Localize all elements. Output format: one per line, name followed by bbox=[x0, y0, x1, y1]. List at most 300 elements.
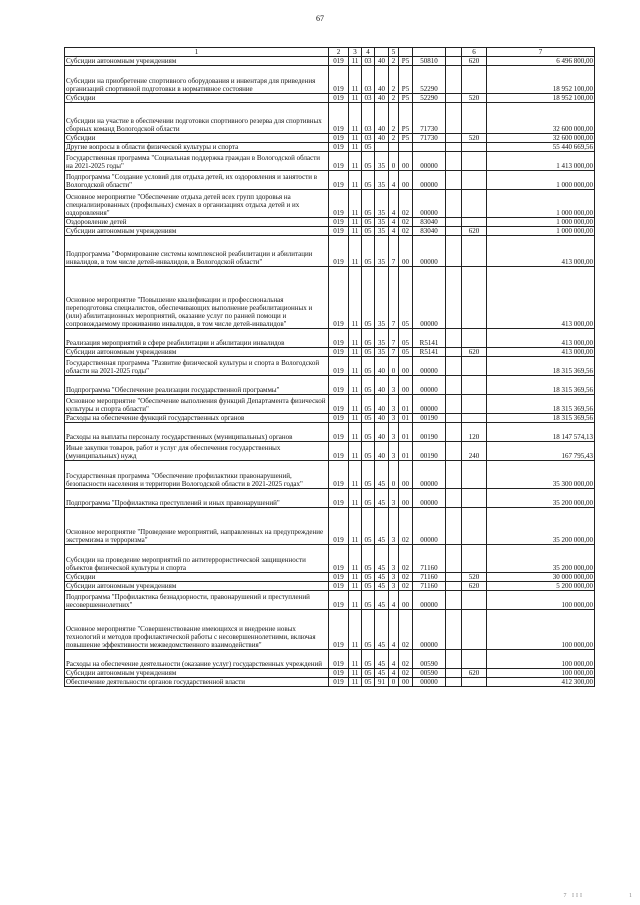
row-name: Реализация мероприятий в сфере реабилитации и абилитации инвалидов bbox=[65, 329, 329, 348]
row-amount: 6 496 800,00 bbox=[487, 57, 595, 66]
row-code: 40 bbox=[375, 423, 389, 442]
row-code: 45 bbox=[375, 591, 389, 610]
row-code: 45 bbox=[375, 669, 389, 678]
column-header bbox=[413, 48, 446, 57]
row-code bbox=[462, 152, 487, 171]
row-amount: 1 000 000,00 bbox=[487, 218, 595, 227]
row-amount: 1 000 000,00 bbox=[487, 227, 595, 236]
row-code: 40 bbox=[375, 66, 389, 94]
row-name: Основное мероприятие "Обеспечение выполнения функций Департамента физической культуры и спорта области" bbox=[65, 395, 329, 414]
row-code: 0 bbox=[389, 461, 399, 489]
row-code: 00000 bbox=[413, 376, 446, 395]
row-amount: 35 300 000,00 bbox=[487, 461, 595, 489]
row-code: 11 bbox=[349, 650, 362, 669]
row-code bbox=[446, 669, 462, 678]
row-amount: 100 000,00 bbox=[487, 610, 595, 650]
row-code: 620 bbox=[462, 227, 487, 236]
row-code: 35 bbox=[375, 171, 389, 190]
row-code: 4 bbox=[389, 669, 399, 678]
row-amount: 30 000 000,00 bbox=[487, 573, 595, 582]
table-row bbox=[65, 461, 595, 489]
row-code bbox=[462, 190, 487, 218]
table-row bbox=[65, 591, 595, 610]
row-code: 02 bbox=[399, 218, 413, 227]
row-code: 11 bbox=[349, 573, 362, 582]
row-code: 520 bbox=[462, 573, 487, 582]
table-row bbox=[65, 395, 595, 414]
row-code: 05 bbox=[362, 227, 375, 236]
row-code bbox=[446, 573, 462, 582]
row-amount: 100 000,00 bbox=[487, 591, 595, 610]
table-row bbox=[65, 134, 595, 143]
row-code: 3 bbox=[389, 376, 399, 395]
row-code: 05 bbox=[362, 582, 375, 591]
row-code: 019 bbox=[329, 489, 349, 508]
row-code bbox=[462, 414, 487, 423]
row-code: 3 bbox=[389, 573, 399, 582]
column-header bbox=[399, 48, 413, 57]
row-code: 71730 bbox=[413, 134, 446, 143]
row-code: 11 bbox=[349, 357, 362, 376]
budget-table bbox=[64, 47, 595, 687]
row-name: Подпрограмма "Создание условий для отдыха детей, их оздоровления и занятости в Вологодской области" bbox=[65, 171, 329, 190]
row-code: 35 bbox=[375, 227, 389, 236]
column-header: 3 bbox=[349, 48, 362, 57]
table-row bbox=[65, 357, 595, 376]
row-code: 50810 bbox=[413, 57, 446, 66]
row-code: 05 bbox=[362, 357, 375, 376]
row-code bbox=[446, 94, 462, 103]
row-code: 019 bbox=[329, 610, 349, 650]
row-code: 019 bbox=[329, 678, 349, 687]
row-name: Обеспечение деятельности органов государственной власти bbox=[65, 678, 329, 687]
row-code: 019 bbox=[329, 66, 349, 94]
row-code: 019 bbox=[329, 669, 349, 678]
row-code: 00000 bbox=[413, 591, 446, 610]
row-code: 11 bbox=[349, 171, 362, 190]
row-code: 019 bbox=[329, 591, 349, 610]
footer-mark: 7 III bbox=[563, 893, 584, 899]
table-row bbox=[65, 329, 595, 348]
row-code: 02 bbox=[399, 582, 413, 591]
row-code: 35 bbox=[375, 236, 389, 267]
row-code bbox=[446, 489, 462, 508]
row-code: 019 bbox=[329, 57, 349, 66]
row-code: 2 bbox=[389, 94, 399, 103]
table-row bbox=[65, 66, 595, 94]
row-code: 71160 bbox=[413, 582, 446, 591]
row-amount: 35 200 000,00 bbox=[487, 489, 595, 508]
row-code: 11 bbox=[349, 442, 362, 461]
table-row bbox=[65, 678, 595, 687]
table-row bbox=[65, 103, 595, 134]
row-amount: 18 147 574,13 bbox=[487, 423, 595, 442]
row-code: 02 bbox=[399, 650, 413, 669]
row-code: 520 bbox=[462, 134, 487, 143]
row-amount: 35 200 000,00 bbox=[487, 508, 595, 545]
row-code: 019 bbox=[329, 134, 349, 143]
row-code: 83040 bbox=[413, 218, 446, 227]
row-code: 11 bbox=[349, 152, 362, 171]
row-code: 11 bbox=[349, 461, 362, 489]
row-code: 71160 bbox=[413, 573, 446, 582]
row-code: 05 bbox=[399, 329, 413, 348]
row-code bbox=[413, 143, 446, 152]
row-code bbox=[462, 66, 487, 94]
row-name: Субсидии на проведение мероприятий по антитеррористической защищенности объектов физической культуры и спорта bbox=[65, 545, 329, 573]
row-code: 83040 bbox=[413, 227, 446, 236]
row-code: 00000 bbox=[413, 461, 446, 489]
row-code: 00590 bbox=[413, 650, 446, 669]
row-code: 00190 bbox=[413, 442, 446, 461]
row-code bbox=[399, 143, 413, 152]
page-number: 67 bbox=[316, 14, 324, 23]
row-code: 00590 bbox=[413, 669, 446, 678]
row-code: 05 bbox=[362, 152, 375, 171]
row-code bbox=[462, 143, 487, 152]
row-code bbox=[462, 329, 487, 348]
row-code bbox=[462, 678, 487, 687]
row-code bbox=[462, 650, 487, 669]
row-code: 7 bbox=[389, 329, 399, 348]
row-code: P5 bbox=[399, 94, 413, 103]
row-code: 05 bbox=[362, 376, 375, 395]
row-name: Подпрограмма "Профилактика преступлений и иных правонарушений" bbox=[65, 489, 329, 508]
row-code: 05 bbox=[399, 267, 413, 329]
row-code: 03 bbox=[362, 57, 375, 66]
row-name: Подпрограмма "Обеспечение реализации государственной программы" bbox=[65, 376, 329, 395]
row-code: 05 bbox=[362, 190, 375, 218]
row-code: 03 bbox=[362, 134, 375, 143]
row-code bbox=[446, 103, 462, 134]
row-code bbox=[462, 357, 487, 376]
row-code: 019 bbox=[329, 171, 349, 190]
row-code: 45 bbox=[375, 461, 389, 489]
row-code: 00 bbox=[399, 591, 413, 610]
row-code bbox=[446, 357, 462, 376]
row-code: 00000 bbox=[413, 190, 446, 218]
row-code: 11 bbox=[349, 218, 362, 227]
row-code: 4 bbox=[389, 591, 399, 610]
column-header: 4 bbox=[362, 48, 375, 57]
row-code: 05 bbox=[362, 236, 375, 267]
row-code: 3 bbox=[389, 442, 399, 461]
row-name: Подпрограмма "Профилактика безнадзорности, правонарушений и преступлений несовершеннолетних" bbox=[65, 591, 329, 610]
row-code: 0 bbox=[389, 152, 399, 171]
row-code: 019 bbox=[329, 582, 349, 591]
table-row bbox=[65, 414, 595, 423]
row-name: Основное мероприятие "Повышение квалификации и профессиональная переподготовка специалистов, обеспечивающих выполнение реабилитационных и (или) абилитационных мероприятий, оказание услуг по ранней помощи и сопровождаемому проживанию инвалидов, в том числе детей-инвалидов" bbox=[65, 267, 329, 329]
row-code: 019 bbox=[329, 218, 349, 227]
row-code: 00000 bbox=[413, 610, 446, 650]
row-amount: 413 000,00 bbox=[487, 329, 595, 348]
row-code: 120 bbox=[462, 423, 487, 442]
row-code bbox=[462, 171, 487, 190]
table-row bbox=[65, 489, 595, 508]
row-code: 40 bbox=[375, 414, 389, 423]
row-code: 02 bbox=[399, 610, 413, 650]
row-code: 05 bbox=[362, 267, 375, 329]
table-row bbox=[65, 57, 595, 66]
row-code: 01 bbox=[399, 442, 413, 461]
row-code: 05 bbox=[362, 414, 375, 423]
row-name: Государственная программа "Социальная поддержка граждан в Вологодской области на 2021-2025 годы" bbox=[65, 152, 329, 171]
row-code: 00 bbox=[399, 678, 413, 687]
row-code: 4 bbox=[389, 227, 399, 236]
row-code: 11 bbox=[349, 190, 362, 218]
row-code: 45 bbox=[375, 545, 389, 573]
row-code: 05 bbox=[362, 508, 375, 545]
row-code: 11 bbox=[349, 669, 362, 678]
column-header: 6 bbox=[462, 48, 487, 57]
row-code: 11 bbox=[349, 508, 362, 545]
row-code: 11 bbox=[349, 66, 362, 94]
table-row bbox=[65, 267, 595, 329]
row-code: 019 bbox=[329, 94, 349, 103]
row-code bbox=[462, 376, 487, 395]
row-code: 45 bbox=[375, 582, 389, 591]
row-code: 00 bbox=[399, 152, 413, 171]
row-name: Основное мероприятие "Проведение мероприятий, направленных на предупреждение экстремизма и терроризма" bbox=[65, 508, 329, 545]
row-code: 40 bbox=[375, 395, 389, 414]
row-code: 01 bbox=[399, 395, 413, 414]
row-amount: 412 300,00 bbox=[487, 678, 595, 687]
row-code: 11 bbox=[349, 94, 362, 103]
row-code: 4 bbox=[389, 218, 399, 227]
row-code bbox=[446, 414, 462, 423]
row-code bbox=[446, 267, 462, 329]
row-code: 2 bbox=[389, 103, 399, 134]
row-code bbox=[446, 395, 462, 414]
row-code: 35 bbox=[375, 152, 389, 171]
row-code: 019 bbox=[329, 152, 349, 171]
row-code: 45 bbox=[375, 573, 389, 582]
row-code: 240 bbox=[462, 442, 487, 461]
row-name: Расходы на обеспечение деятельности (оказание услуг) государственных учреждений bbox=[65, 650, 329, 669]
table-row bbox=[65, 376, 595, 395]
row-code: P5 bbox=[399, 57, 413, 66]
row-amount: 1 000 000,00 bbox=[487, 190, 595, 218]
row-amount: 18 952 100,00 bbox=[487, 94, 595, 103]
row-code: 7 bbox=[389, 236, 399, 267]
row-code: 11 bbox=[349, 414, 362, 423]
row-code: 35 bbox=[375, 348, 389, 357]
row-name: Государственная программа "Обеспечение профилактики правонарушений, безопасности населения и территории Вологодской области в 2021-2025 годах" bbox=[65, 461, 329, 489]
row-name: Иные закупки товаров, работ и услуг для обеспечения государственных (муниципальных) нужд bbox=[65, 442, 329, 461]
column-header: 5 bbox=[389, 48, 399, 57]
row-code bbox=[462, 395, 487, 414]
row-name: Основное мероприятие "Обеспечение отдыха детей всех групп здоровья на специализированных (профильных) сменах в организациях отдыха детей и их оздоровления" bbox=[65, 190, 329, 218]
row-code: R5141 bbox=[413, 348, 446, 357]
row-code bbox=[446, 678, 462, 687]
row-code bbox=[446, 610, 462, 650]
row-code: 019 bbox=[329, 508, 349, 545]
row-code bbox=[446, 236, 462, 267]
row-name: Субсидии на участие в обеспечении подготовки спортивного резерва для спортивных сборных команд Вологодской области bbox=[65, 103, 329, 134]
table-row bbox=[65, 94, 595, 103]
row-name: Субсидии автономным учреждениям bbox=[65, 348, 329, 357]
row-code: 02 bbox=[399, 508, 413, 545]
row-code: 019 bbox=[329, 227, 349, 236]
row-code: 00000 bbox=[413, 489, 446, 508]
row-code bbox=[446, 57, 462, 66]
row-code: 40 bbox=[375, 94, 389, 103]
row-code bbox=[446, 582, 462, 591]
row-amount: 1 413 000,00 bbox=[487, 152, 595, 171]
row-code bbox=[446, 545, 462, 573]
row-code: 11 bbox=[349, 678, 362, 687]
footer-mark-right: 1 bbox=[629, 893, 632, 899]
table-header-row bbox=[65, 48, 595, 57]
row-code: 35 bbox=[375, 267, 389, 329]
row-code: 4 bbox=[389, 610, 399, 650]
row-name: Субсидии bbox=[65, 573, 329, 582]
row-code: 05 bbox=[362, 573, 375, 582]
table-row bbox=[65, 650, 595, 669]
row-code: 02 bbox=[399, 190, 413, 218]
row-code: 2 bbox=[389, 57, 399, 66]
row-code: 019 bbox=[329, 357, 349, 376]
row-code: 11 bbox=[349, 591, 362, 610]
row-code: 00000 bbox=[413, 171, 446, 190]
row-code: 620 bbox=[462, 348, 487, 357]
table-row bbox=[65, 190, 595, 218]
column-header: 1 bbox=[65, 48, 329, 57]
table-row bbox=[65, 227, 595, 236]
row-code: 05 bbox=[362, 423, 375, 442]
row-amount: 18 952 100,00 bbox=[487, 66, 595, 94]
column-header bbox=[446, 48, 462, 57]
row-code: 3 bbox=[389, 545, 399, 573]
row-code: 35 bbox=[375, 190, 389, 218]
row-amount: 100 000,00 bbox=[487, 650, 595, 669]
row-code: 40 bbox=[375, 442, 389, 461]
row-name: Субсидии bbox=[65, 134, 329, 143]
row-code bbox=[389, 143, 399, 152]
table-row bbox=[65, 545, 595, 573]
row-code bbox=[446, 650, 462, 669]
row-amount: 413 000,00 bbox=[487, 236, 595, 267]
row-code: 3 bbox=[389, 508, 399, 545]
row-name: Субсидии автономным учреждениям bbox=[65, 669, 329, 678]
row-code: P5 bbox=[399, 103, 413, 134]
row-name: Основное мероприятие "Совершенствование имеющихся и внедрение новых технологий и методов профилактической работы с несовершеннолетними, включая повышение эффективности межведомственного взаимодействия" bbox=[65, 610, 329, 650]
row-code: 45 bbox=[375, 650, 389, 669]
row-code: 4 bbox=[389, 171, 399, 190]
row-code bbox=[446, 376, 462, 395]
row-amount: 32 600 000,00 bbox=[487, 103, 595, 134]
row-code bbox=[462, 591, 487, 610]
row-code: 3 bbox=[389, 489, 399, 508]
row-amount: 100 000,00 bbox=[487, 669, 595, 678]
row-code: 71160 bbox=[413, 545, 446, 573]
row-code bbox=[446, 423, 462, 442]
row-code: 019 bbox=[329, 348, 349, 357]
row-code: 0 bbox=[389, 678, 399, 687]
row-name: Субсидии автономным учреждениям bbox=[65, 57, 329, 66]
table-body bbox=[65, 57, 595, 687]
row-code: 620 bbox=[462, 669, 487, 678]
row-code bbox=[462, 103, 487, 134]
row-code: R5141 bbox=[413, 329, 446, 348]
row-code: 11 bbox=[349, 329, 362, 348]
table-row bbox=[65, 669, 595, 678]
row-code: 019 bbox=[329, 190, 349, 218]
row-name: Субсидии автономным учреждениям bbox=[65, 227, 329, 236]
row-code: 05 bbox=[362, 143, 375, 152]
row-code: 7 bbox=[389, 267, 399, 329]
row-code: 71730 bbox=[413, 103, 446, 134]
row-code bbox=[462, 508, 487, 545]
row-code: 05 bbox=[362, 171, 375, 190]
row-code: 00 bbox=[399, 357, 413, 376]
row-code: 019 bbox=[329, 423, 349, 442]
row-code: 620 bbox=[462, 57, 487, 66]
row-amount: 18 315 369,56 bbox=[487, 414, 595, 423]
row-code: 019 bbox=[329, 650, 349, 669]
row-code: 11 bbox=[349, 348, 362, 357]
table-row bbox=[65, 143, 595, 152]
row-name: Другие вопросы в области физической культуры и спорта bbox=[65, 143, 329, 152]
row-code bbox=[446, 442, 462, 461]
row-code: 00 bbox=[399, 461, 413, 489]
column-header: 7 bbox=[487, 48, 595, 57]
table-row bbox=[65, 582, 595, 591]
row-code bbox=[446, 134, 462, 143]
row-code: 05 bbox=[362, 489, 375, 508]
table-row bbox=[65, 573, 595, 582]
row-code bbox=[446, 143, 462, 152]
row-code: 05 bbox=[362, 545, 375, 573]
row-code: 52290 bbox=[413, 94, 446, 103]
row-name: Расходы на обеспечение функций государственных органов bbox=[65, 414, 329, 423]
row-code: 05 bbox=[399, 348, 413, 357]
row-amount: 413 000,00 bbox=[487, 267, 595, 329]
row-code: 11 bbox=[349, 57, 362, 66]
row-code: 019 bbox=[329, 103, 349, 134]
table-row bbox=[65, 152, 595, 171]
row-code bbox=[446, 508, 462, 545]
table-row bbox=[65, 423, 595, 442]
row-name: Субсидии автономным учреждениям bbox=[65, 582, 329, 591]
row-code: 35 bbox=[375, 329, 389, 348]
row-code: 00190 bbox=[413, 423, 446, 442]
row-code: 11 bbox=[349, 610, 362, 650]
row-code: 4 bbox=[389, 190, 399, 218]
row-code: 019 bbox=[329, 414, 349, 423]
row-code: 019 bbox=[329, 143, 349, 152]
row-amount: 413 000,00 bbox=[487, 348, 595, 357]
column-header bbox=[375, 48, 389, 57]
row-code bbox=[446, 591, 462, 610]
row-code: 02 bbox=[399, 227, 413, 236]
row-code bbox=[446, 66, 462, 94]
row-code: 11 bbox=[349, 582, 362, 591]
row-code: 019 bbox=[329, 236, 349, 267]
row-name: Субсидии bbox=[65, 94, 329, 103]
row-code: 3 bbox=[389, 582, 399, 591]
row-name: Субсидии на приобретение спортивного оборудования и инвентаря для приведения организаций спортивной подготовки в нормативное состояние bbox=[65, 66, 329, 94]
row-code: 11 bbox=[349, 423, 362, 442]
row-code: P5 bbox=[399, 134, 413, 143]
row-code bbox=[462, 545, 487, 573]
row-code: 05 bbox=[362, 650, 375, 669]
row-code: 02 bbox=[399, 573, 413, 582]
row-code bbox=[462, 489, 487, 508]
row-code: 11 bbox=[349, 489, 362, 508]
row-code bbox=[446, 171, 462, 190]
row-amount: 18 315 369,56 bbox=[487, 376, 595, 395]
